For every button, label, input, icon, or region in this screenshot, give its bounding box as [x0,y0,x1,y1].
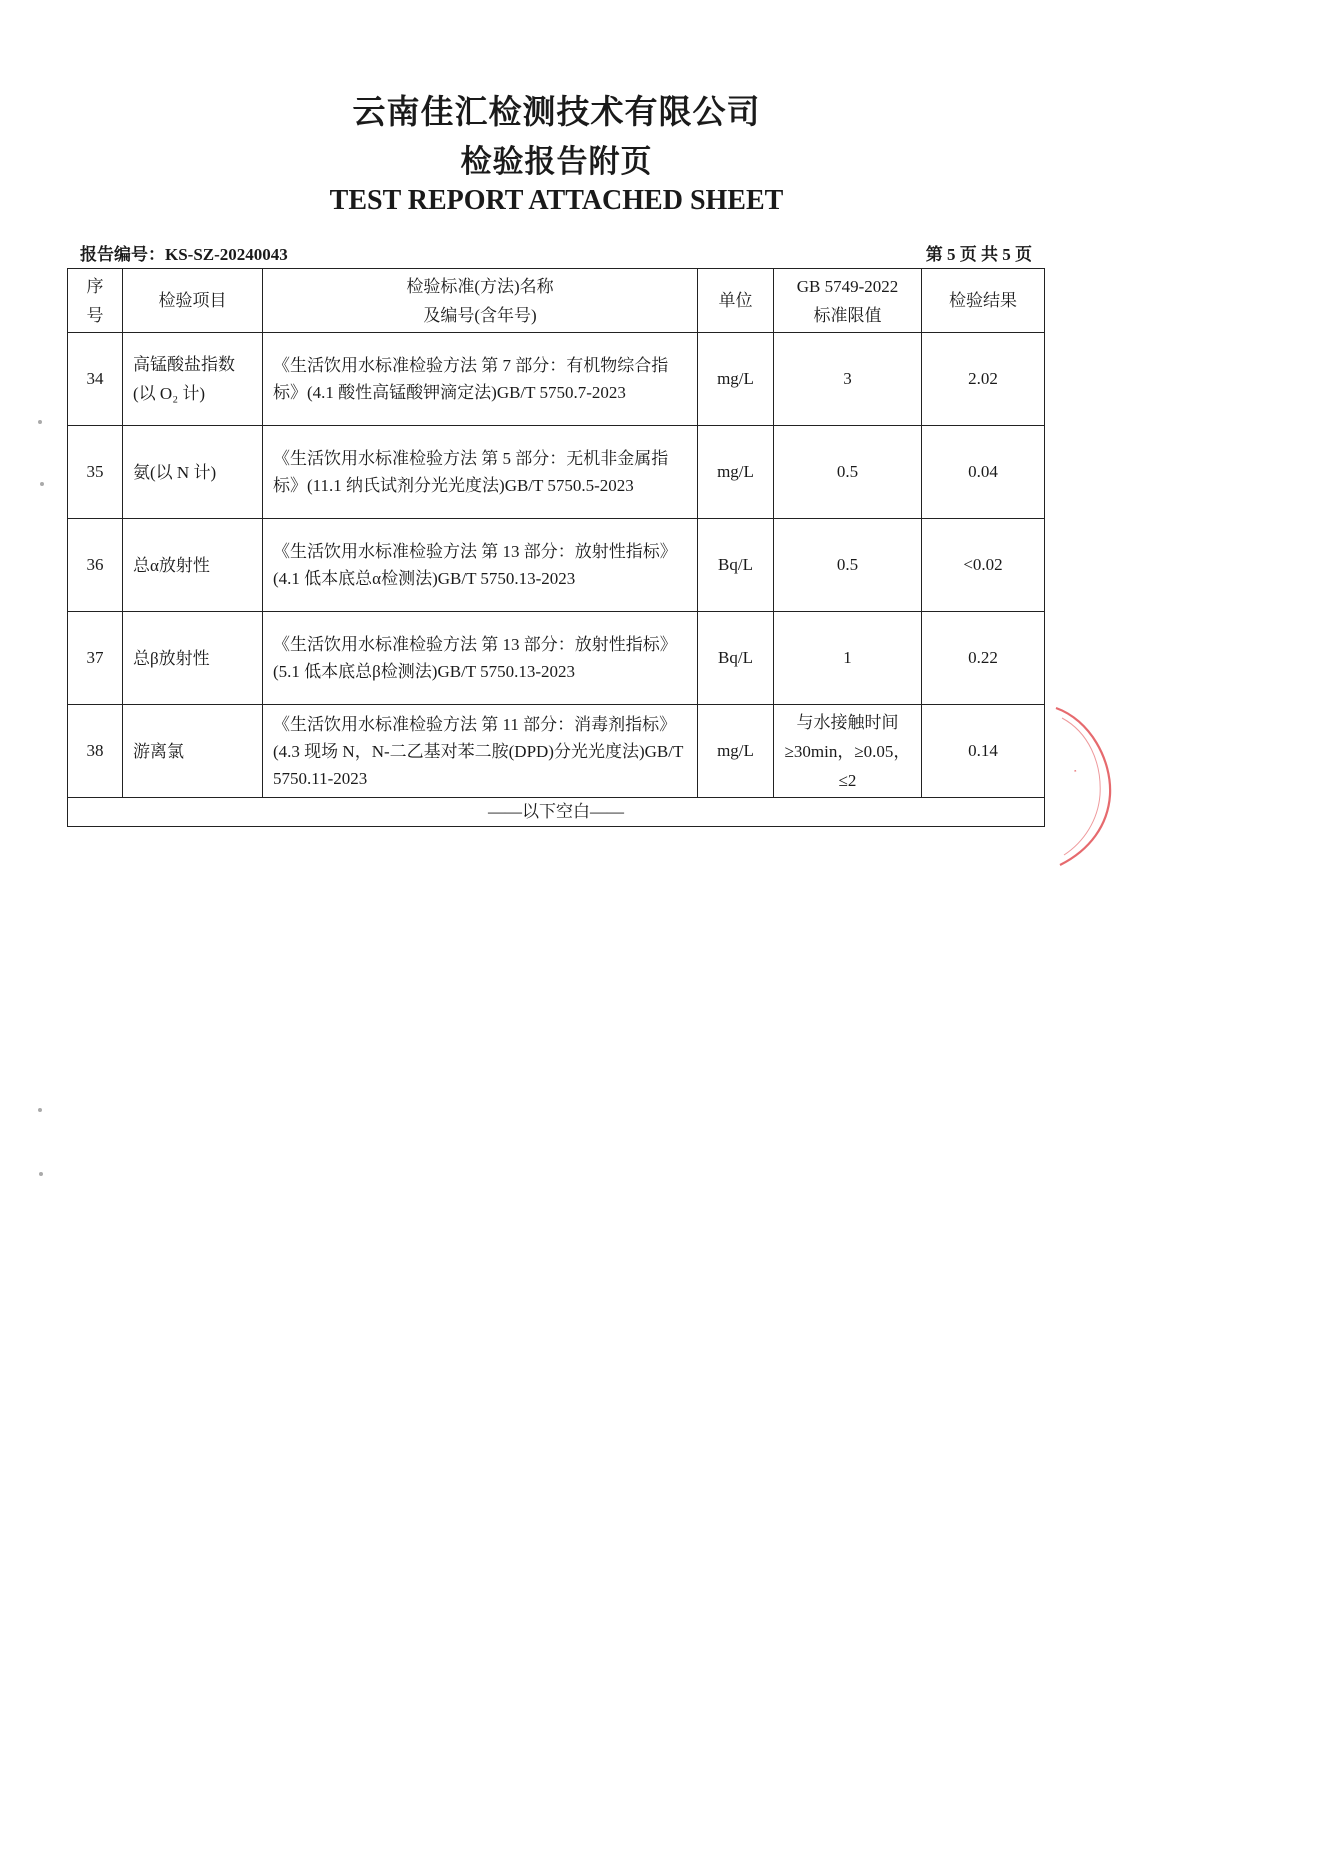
cell-result: 0.14 [922,705,1045,798]
cell-limit: 0.5 [774,426,922,519]
company-name: 云南佳汇检测技术有限公司 [352,92,761,131]
results-table [67,268,1045,827]
cell-standard: 《生活饮用水标准检验方法 第 5 部分：无机非金属指标》(11.1 纳氏试剂分光光度法)GB/T 5750.5-2023 [263,426,698,519]
report-title-cn: 检验报告附页 [460,144,653,180]
table-row [68,612,1045,705]
cell-result: <0.02 [922,519,1045,612]
scan-speck [38,1108,42,1112]
scan-speck [38,420,42,424]
page-info: 第 5 页 共 5 页 [925,245,1032,264]
cell-standard: 《生活饮用水标准检验方法 第 13 部分：放射性指标》(4.1 低本底总α检测法)GB/T 5750.13-2023 [263,519,698,612]
scan-speck [39,1172,43,1176]
col-header-standard-line1: 检验标准(方法)名称 [406,276,554,296]
cell-limit: 3 [774,333,922,426]
cell-limit [774,705,922,798]
cell-limit-line2: ≥30min，≥0.05， [784,741,911,761]
cell-item: 游离氯 [123,705,263,798]
report-title-en: TEST REPORT ATTACHED SHEET [329,185,784,216]
cell-seq: 36 [68,519,123,612]
cell-item-line2: (以 O₂ 计) [133,384,206,403]
col-header-unit: 单位 [698,269,774,333]
cell-limit: 1 [774,612,922,705]
col-header-seq [68,269,123,333]
report-meta [80,240,1032,264]
cell-result: 0.22 [922,612,1045,705]
cell-seq: 37 [68,612,123,705]
cell-result: 2.02 [922,333,1045,426]
cell-item: 总β放射性 [123,612,263,705]
col-header-limit-line2: 标准限值 [813,305,882,325]
table-row [68,519,1045,612]
cell-standard: 《生活饮用水标准检验方法 第 13 部分：放射性指标》(5.1 低本底总β检测法)GB/T 5750.13-2023 [263,612,698,705]
cell-limit: 0.5 [774,519,922,612]
col-header-result: 检验结果 [922,269,1045,333]
col-header-limit-line1: GB 5749-2022 [796,276,899,296]
report-number: 报告编号：KS-SZ-20240043 [80,245,288,264]
cell-unit: mg/L [698,705,774,798]
cell-unit: Bq/L [698,519,774,612]
cell-limit-line1: 与水接触时间 [796,712,899,732]
cell-seq: 38 [68,705,123,798]
cell-item [123,333,263,426]
cell-seq: 35 [68,426,123,519]
col-header-limit [774,269,922,333]
cell-unit: mg/L [698,426,774,519]
scan-speck [40,482,44,486]
col-header-seq-text: 序号 [86,276,104,325]
col-header-standard [263,269,698,333]
cell-item: 氨(以 N 计) [123,426,263,519]
table-row [68,333,1045,426]
cell-item-line1: 高锰酸盐指数 [133,355,235,374]
end-note: ——以下空白—— [68,798,1045,827]
cell-result: 0.04 [922,426,1045,519]
table-row [68,426,1045,519]
cell-seq: 34 [68,333,123,426]
cell-unit: mg/L [698,333,774,426]
table-row [68,705,1045,798]
cell-standard: 《生活饮用水标准检验方法 第 11 部分：消毒剂指标》(4.3 现场 N，N-二乙基对苯二胺(DPD)分光光度法)GB/T 5750.11-2023 [263,705,698,798]
table-header-row [68,269,1045,333]
cell-unit: Bq/L [698,612,774,705]
red-seal-stamp [1050,700,1114,870]
cell-item: 总α放射性 [123,519,263,612]
col-header-standard-line2: 及编号(含年号) [423,305,537,325]
cell-limit-line3: ≤2 [838,770,857,790]
table-end-row [68,798,1045,827]
cell-standard: 《生活饮用水标准检验方法 第 7 部分：有机物综合指标》(4.1 酸性高锰酸钾滴定法)GB/T 5750.7-2023 [263,333,698,426]
svg-text:·: · [1066,766,1083,776]
col-header-item: 检验项目 [123,269,263,333]
